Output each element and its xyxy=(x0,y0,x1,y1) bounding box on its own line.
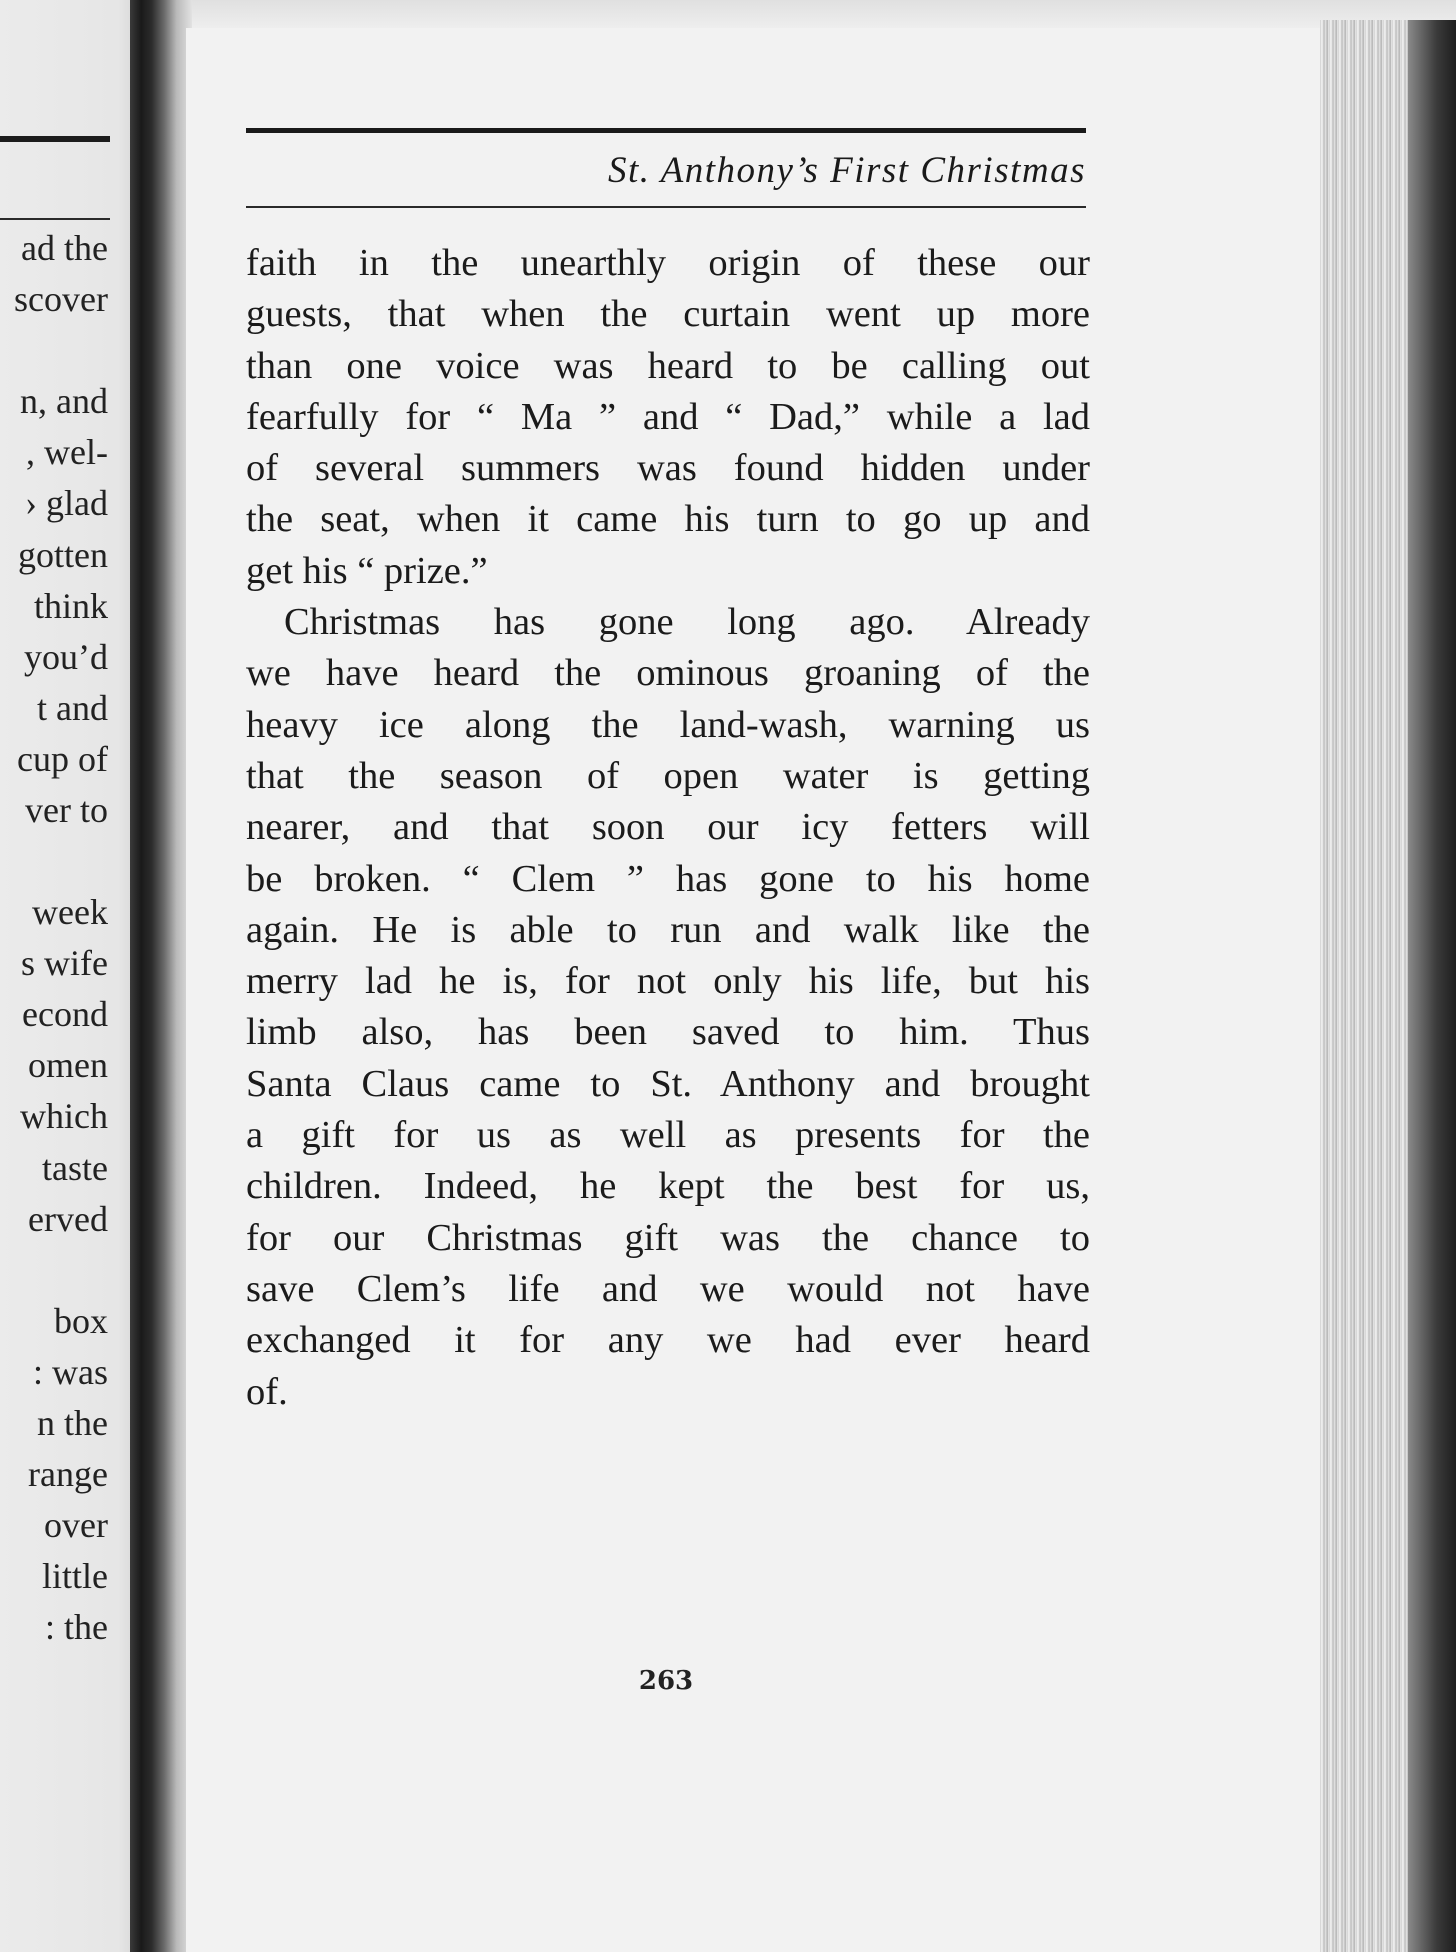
running-head: St. Anthony’s First Christmas xyxy=(608,150,1086,191)
text-line: we have heard the ominous groaning of the xyxy=(246,652,1090,695)
text-line: children. Indeed, he kept the best for us, xyxy=(246,1165,1090,1208)
text-line: faith in the unearthly origin of these our xyxy=(246,242,1090,284)
left-page-fragment: cup of xyxy=(17,739,108,779)
top-shadow xyxy=(186,0,1456,30)
text-line: of several summers was found hidden under xyxy=(246,447,1090,490)
text-line: that the season of open water is getting xyxy=(246,754,1090,797)
left-page-fragment: gotten xyxy=(18,535,108,575)
text-line: heavy ice along the land-wash, warning us xyxy=(246,703,1090,746)
left-page-fragment: s wife xyxy=(21,943,108,983)
book-gutter xyxy=(130,0,192,1952)
header-rule-thin xyxy=(246,206,1086,208)
text-line: Christmas has gone long ago. Already xyxy=(284,601,1090,644)
text-line: of. xyxy=(246,1370,288,1413)
left-page-fragment: taste xyxy=(42,1148,108,1188)
text-line: guests, that when the curtain went up more xyxy=(246,293,1090,336)
left-page-fragment: n the xyxy=(37,1403,108,1443)
left-header-rule-thick xyxy=(0,136,110,142)
left-page-fragment: range xyxy=(28,1454,108,1494)
left-page-fragment: omen xyxy=(28,1045,108,1085)
text-line: fearfully for “ Ma ” and “ Dad,” while a lad xyxy=(246,395,1090,438)
text-line: a gift for us as well as presents for the xyxy=(246,1114,1090,1157)
left-page-fragment: , wel- xyxy=(26,432,108,472)
left-page-fragment: : was xyxy=(33,1352,108,1392)
text-line: exchanged it for any we had ever heard xyxy=(246,1319,1090,1362)
left-page-fragment: ver to xyxy=(25,790,108,830)
left-page-fragment: think xyxy=(33,586,108,626)
left-page-fragment: › glad xyxy=(25,483,108,523)
left-page-fragment: little xyxy=(42,1556,108,1596)
body-text xyxy=(246,238,1090,1418)
text-line: nearer, and that soon our icy fetters will xyxy=(246,806,1090,849)
text-line: again. He is able to run and walk like the xyxy=(246,908,1090,951)
left-page-fragment: : the xyxy=(45,1607,108,1647)
left-page-fragment: week xyxy=(32,892,108,932)
left-page-fragment: erved xyxy=(28,1199,108,1239)
text-line: merry lad he is, for not only his life, but his xyxy=(246,960,1090,1003)
text-line: save Clem’s life and we would not have xyxy=(246,1267,1090,1310)
page-number: 263 xyxy=(638,1666,694,1696)
text-line: Santa Claus came to St. Anthony and brought xyxy=(246,1062,1090,1105)
left-page-fragment: you’d xyxy=(24,637,108,677)
text-line: than one voice was heard to be calling out xyxy=(246,344,1090,387)
left-page-fragment: which xyxy=(20,1096,108,1136)
text-line: for our Christmas gift was the chance to xyxy=(246,1216,1090,1259)
left-facing-page xyxy=(0,0,148,1952)
left-page-fragment: ad the xyxy=(21,228,108,268)
left-page-fragment: box xyxy=(54,1301,108,1341)
text-line: be broken. “ Clem ” has gone to his home xyxy=(246,857,1090,900)
text-line: get his “ prize.” xyxy=(246,549,488,592)
text-line: limb also, has been saved to him. Thus xyxy=(246,1011,1090,1054)
header-rule-thick xyxy=(246,128,1086,133)
left-page-fragment: t and xyxy=(37,688,108,728)
left-page-fragment: n, and xyxy=(20,381,108,421)
page-edges-shadow xyxy=(1408,20,1456,1952)
left-page-fragment: econd xyxy=(22,994,108,1034)
left-page-fragment: over xyxy=(44,1505,108,1545)
left-header-rule-thin xyxy=(0,218,110,220)
text-line: the seat, when it came his turn to go up and xyxy=(246,498,1090,541)
left-page-fragment: scover xyxy=(14,279,108,319)
